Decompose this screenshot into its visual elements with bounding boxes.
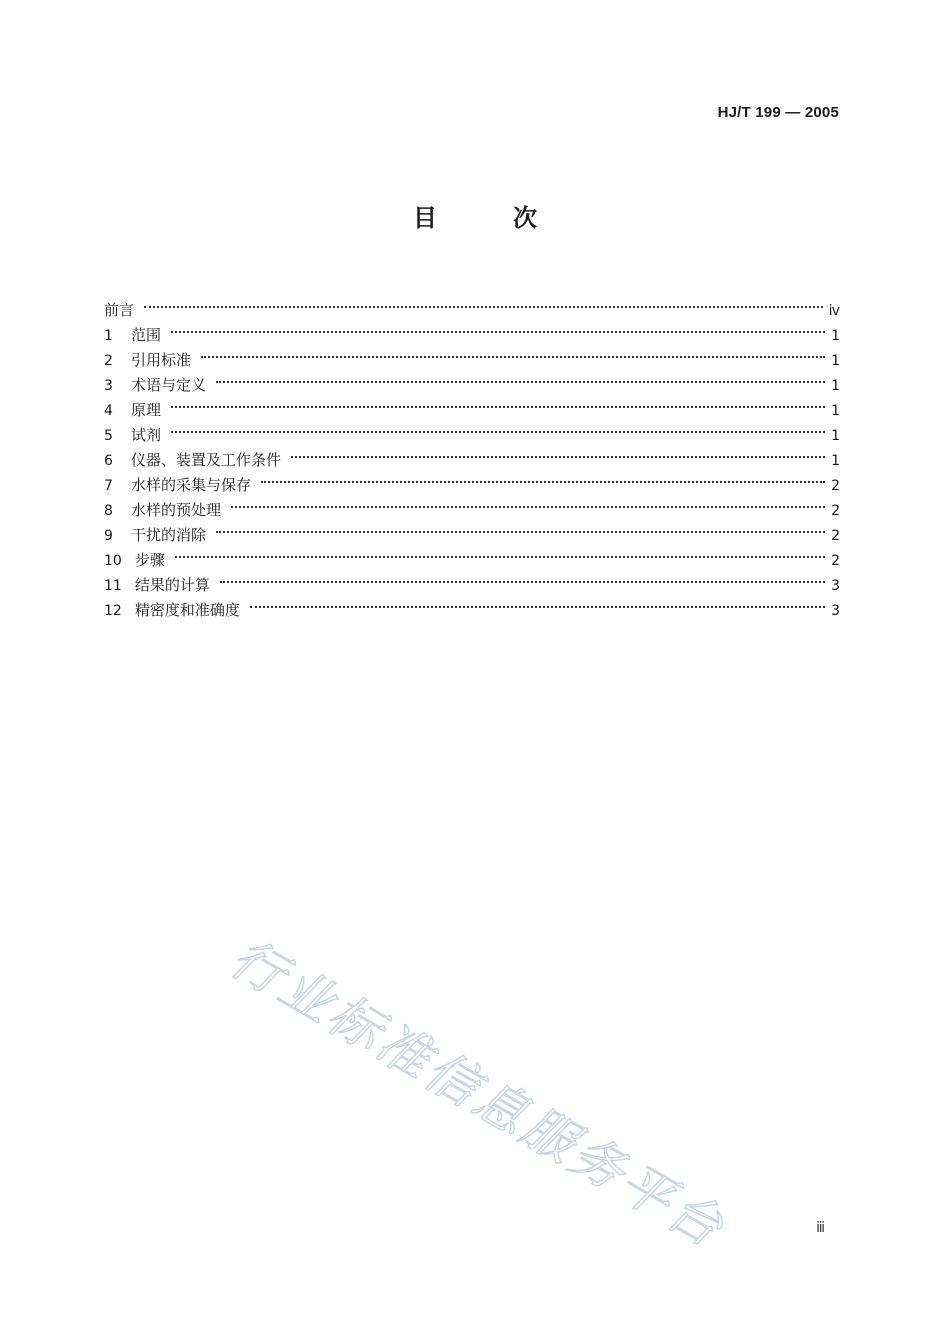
toc-entry-page: 1 [831, 328, 840, 344]
toc-entry-number: 12 [104, 603, 122, 619]
toc-entry-page: 3 [831, 603, 840, 619]
toc-entry-label: 步骤 [134, 551, 165, 569]
toc-entry-page: 3 [831, 578, 840, 594]
toc-entry-label: 原理 [131, 401, 162, 419]
toc-entry-label: 术语与定义 [131, 376, 207, 394]
toc-entry-label: 范围 [131, 326, 162, 344]
toc-leader-dots [144, 290, 823, 315]
toc-entry-label: 干扰的消除 [131, 526, 207, 544]
toc-entry-page: 2 [831, 553, 840, 569]
toc-entry-label: 试剂 [131, 426, 162, 444]
toc-leader-dots [220, 565, 825, 590]
toc-entry-number: 11 [104, 578, 122, 594]
toc-entry-page: 1 [831, 453, 840, 469]
toc-leader-dots [291, 440, 825, 465]
toc-leader-dots [171, 415, 825, 440]
toc-entry-page: 1 [831, 378, 840, 394]
toc-leader-dots [261, 465, 825, 490]
toc-entry-number: 2 [104, 353, 113, 369]
standard-code: HJ/T 199 — 2005 [717, 104, 839, 121]
toc-entry-3[interactable] [104, 365, 840, 394]
toc-entry-label: 精密度和准确度 [134, 601, 240, 619]
toc-entry-2[interactable] [104, 340, 840, 369]
toc-leader-dots [201, 340, 825, 365]
toc-entry-label: 引用标准 [131, 351, 192, 369]
toc-entry-number: 7 [104, 478, 113, 494]
toc-entry-label: 水样的采集与保存 [131, 476, 252, 494]
toc-entry-number: 3 [104, 378, 113, 394]
toc-leader-dots [250, 590, 825, 615]
toc-entry-label: 仪器、装置及工作条件 [131, 451, 282, 469]
page-title [0, 198, 950, 233]
toc-entry-page: 1 [831, 403, 840, 419]
toc-leader-dots [171, 390, 825, 415]
page-number: ⅲ [816, 1220, 825, 1236]
toc-entry-number: 6 [104, 453, 113, 469]
toc-entry-page: ⅳ [828, 303, 840, 319]
toc-leader-dots [216, 365, 825, 390]
page-title-char-1: 目 [413, 204, 437, 232]
toc-entry-6[interactable] [104, 440, 840, 469]
toc-entry-foreword[interactable] [104, 290, 840, 319]
toc-entry-1[interactable] [104, 315, 840, 344]
toc-entry-page: 1 [831, 353, 840, 369]
toc-leader-dots [231, 490, 825, 515]
toc-entry-10[interactable] [104, 540, 840, 569]
toc-entry-label: 前言 [104, 301, 135, 319]
toc-entry-4[interactable] [104, 390, 840, 419]
toc-entry-number: 1 [104, 328, 113, 344]
toc-entry-11[interactable] [104, 565, 840, 594]
toc-leader-dots [216, 515, 825, 540]
toc-entry-label: 结果的计算 [134, 576, 210, 594]
page-title-char-2: 次 [513, 204, 537, 232]
toc-entry-page: 1 [831, 428, 840, 444]
toc-leader-dots [175, 540, 825, 565]
toc-entry-number: 10 [104, 553, 122, 569]
watermark: 行业标准信息服务平台 [220, 928, 736, 1261]
toc-entry-page: 2 [831, 478, 840, 494]
toc-entry-number: 8 [104, 503, 113, 519]
toc-leader-dots [171, 315, 825, 340]
toc-entry-5[interactable] [104, 415, 840, 444]
toc-entry-label: 水样的预处理 [131, 501, 222, 519]
toc-entry-number: 5 [104, 428, 113, 444]
table-of-contents [104, 290, 840, 619]
toc-entry-page: 2 [831, 528, 840, 544]
toc-entry-page: 2 [831, 503, 840, 519]
toc-entry-number: 4 [104, 403, 113, 419]
toc-entry-number: 9 [104, 528, 113, 544]
